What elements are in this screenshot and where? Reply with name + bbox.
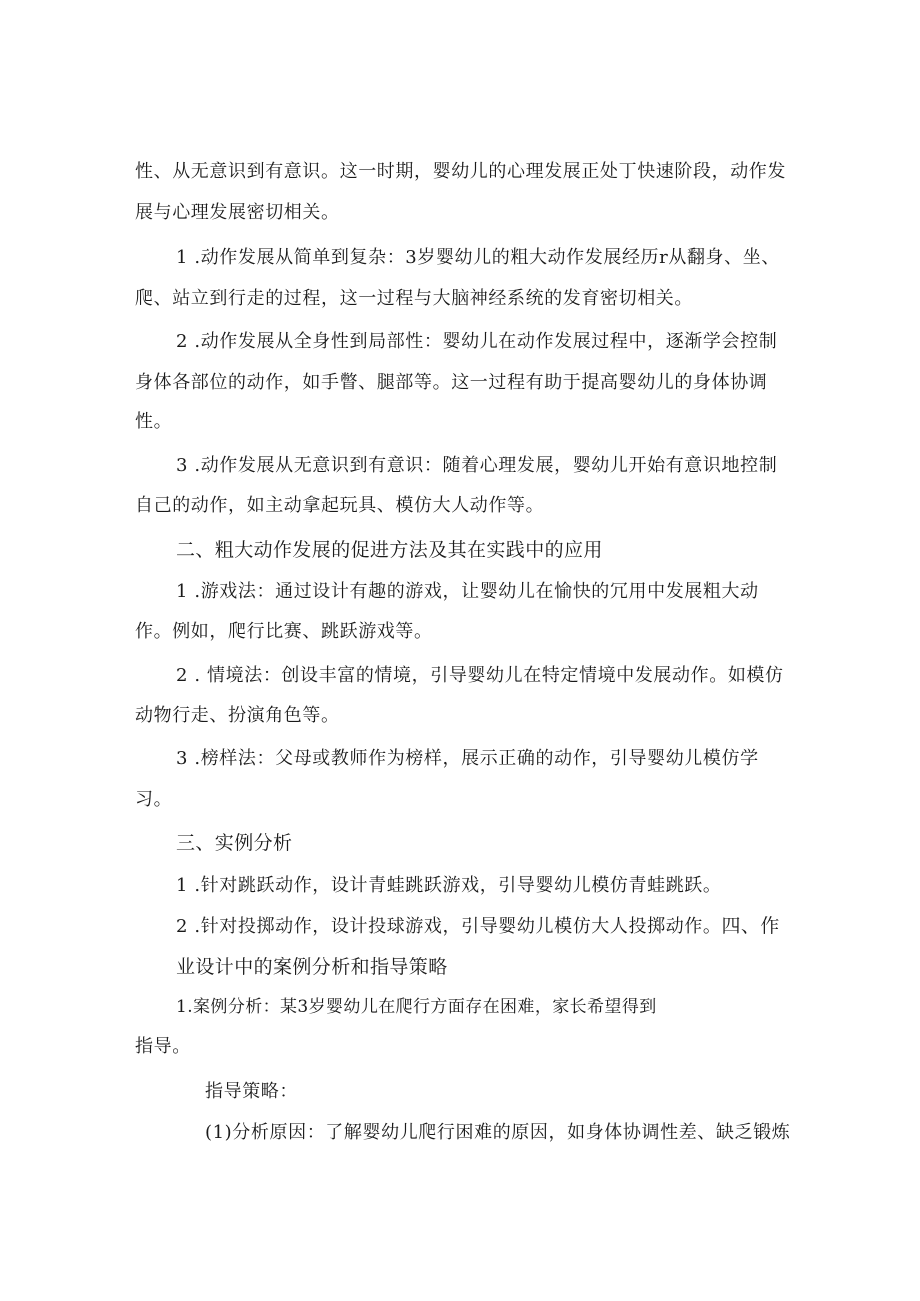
list-item-line: 3 .榜样法：父母或教师作为榜样，展示正确的动作，引导婴幼儿模仿学 bbox=[176, 748, 759, 769]
paragraph-line: 自己的动作，如主动拿起玩具、模仿大人动作等。 bbox=[135, 495, 545, 516]
list-item-line: 2 . 情境法：创设丰富的情境，引导婴幼儿在特定情境中发展动作。如模仿 bbox=[176, 665, 784, 686]
paragraph-line: 身体各部位的动作，如手瞥、腿部等。这一过程有助于提高婴幼儿的身体协调 bbox=[135, 372, 768, 393]
list-item-line: 1.案例分析：某3岁婴幼儿在爬行方面存在困难，家长希望得到 bbox=[176, 997, 657, 1017]
paragraph-line: 展与心理发展密切相关。 bbox=[135, 202, 340, 223]
section-heading: 业设计中的案例分析和指导策略 bbox=[176, 956, 448, 978]
subheading-line: 指导策略： bbox=[205, 1081, 298, 1102]
paragraph-line: (1)分析原因：了解婴幼儿爬行困难的原因，如身体协调性差、缺乏锻炼 bbox=[205, 1122, 791, 1143]
section-heading-inline: 四、作 bbox=[721, 915, 780, 937]
list-item-line: 1 .游戏法：通过设计有趣的游戏，让婴幼儿在愉快的冗用中发展粗大动 bbox=[176, 581, 759, 602]
paragraph-line: 作。例如，爬行比赛、跳跃游戏等。 bbox=[135, 621, 433, 642]
paragraph-line: 爬、站立到行走的过程，这一过程与大脑神经系统的发育密切相关。 bbox=[135, 288, 693, 309]
paragraph-line: 性。 bbox=[135, 411, 173, 432]
paragraph-line: 指导。 bbox=[135, 1036, 191, 1057]
paragraph-line: 性、从无意识到有意识。这一时期，婴幼儿的心理发展正处丁快速阶段，动作发 bbox=[135, 161, 786, 182]
paragraph-line: 动物行走、扮演角色等。 bbox=[135, 705, 340, 726]
list-item-line: 1 .动作发展从简单到复杂：3岁婴幼儿的粗大动作发展经历r从翻身、坐、 bbox=[176, 247, 780, 268]
paragraph-line: 习。 bbox=[135, 789, 173, 810]
list-item-line: 3 .动作发展从无意识到有意识：随着心理发展，婴幼儿开始有意识地控制 bbox=[176, 455, 778, 476]
section-heading: 三、实例分析 bbox=[176, 832, 293, 854]
list-item-line: 1 .针对跳跃动作，设计青蛙跳跃游戏，引导婴幼儿模仿青蛙跳跃。 bbox=[176, 875, 722, 896]
list-item-line bbox=[176, 914, 780, 939]
list-item-line: 2 .动作发展从全身性到局部性：婴幼儿在动作发展过程中，逐渐学会控制 bbox=[176, 331, 778, 352]
section-heading: 二、粗大动作发展的促进方法及其在实践中的应用 bbox=[176, 539, 603, 561]
list-item-text: 2 .针对投掷动作，设计投球游戏，引导婴幼儿模仿大人投掷动作。 bbox=[176, 916, 722, 937]
